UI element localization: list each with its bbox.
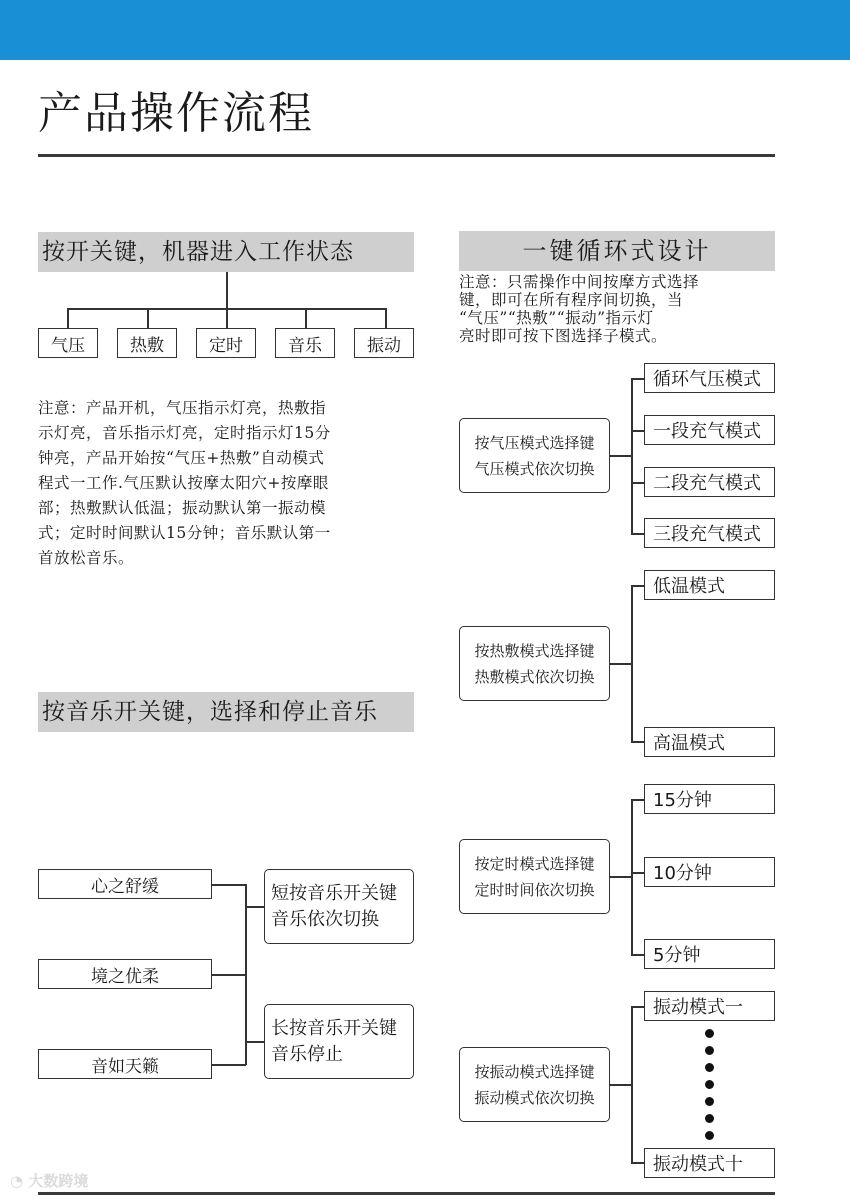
power-tree-drop [226,308,228,328]
vibration-mode-1: 振动模式一 [644,991,775,1021]
vibration-branch [631,1162,644,1164]
timer-connector [610,876,632,878]
heat-select-button-box [459,626,610,701]
song-box-1: 心之舒缓 [38,869,212,899]
vibration-mode-10: 振动模式十 [644,1148,775,1178]
timer-option-10: 10分钟 [644,857,775,887]
timer-option-5: 5分钟 [644,939,775,969]
timer-spine [631,799,633,955]
pressure-branch [631,533,644,535]
power-section-header: 按开关键，机器进入工作状态 [38,232,414,272]
song-box-2: 境之优柔 [38,959,212,989]
vibration-spine [631,1006,633,1163]
watermark-logo-icon: ◔ [10,1172,24,1190]
vibration-connector [610,1084,632,1086]
short-press-box [264,869,414,944]
heat-branch [631,741,644,743]
long-press-line: 长按音乐开关键 [271,1017,397,1039]
button-line: 振动模式依次切换 [474,1088,595,1107]
button-line: 按定时模式选择键 [474,854,595,873]
heat-mode-high: 高温模式 [644,727,775,757]
long-press-box [264,1004,414,1079]
ellipsis-dot [705,1046,714,1055]
watermark-text: 大数跨境 [28,1172,89,1190]
page-title: 产品操作流程 [38,88,314,139]
ellipsis-dot [705,1097,714,1106]
cycle-note [459,273,775,345]
pressure-connector [610,455,632,457]
note-line: 亮时即可按下图选择子模式。 [459,327,668,345]
timer-branch [631,799,644,801]
note-line: 首放松音乐。 [38,549,135,567]
power-tree-drop [385,308,387,328]
music-spine [245,884,247,1065]
ellipsis-dot [705,1080,714,1089]
note-line: “气压”“热敷”“振动”指示灯 [459,309,654,327]
button-line: 按热敷模式选择键 [474,641,595,660]
power-tree-drop [305,308,307,328]
heat-spine [631,585,633,742]
heat-mode-low: 低温模式 [644,570,775,600]
ellipsis-dot [705,1114,714,1123]
note-line: 示灯亮，音乐指示灯亮，定时指示灯15分 [38,424,331,442]
function-box-music: 音乐 [275,328,335,358]
power-tree-trunk [226,272,228,309]
power-tree-drop [147,308,149,328]
bottom-divider [38,1192,775,1195]
pressure-branch [631,430,644,432]
long-press-line: 音乐停止 [271,1043,343,1065]
cycle-section-header: 一键循环式设计 [459,231,775,271]
ellipsis-dot [705,1131,714,1140]
pressure-select-button-box [459,418,610,493]
button-line: 按振动模式选择键 [474,1062,595,1081]
song-box-3: 音如天籁 [38,1049,212,1079]
title-divider [38,154,775,157]
song-connector [212,1064,246,1066]
long-press-connector [245,1041,264,1043]
timer-select-button-box [459,839,610,914]
note-line: 注意：只需操作中间按摩方式选择 [459,273,700,291]
vibration-select-button-box [459,1047,610,1122]
timer-branch [631,872,644,874]
music-section-header: 按音乐开关键，选择和停止音乐 [38,692,414,732]
function-box-heat: 热敷 [117,328,177,358]
short-press-line: 音乐依次切换 [271,908,379,930]
function-box-timer: 定时 [196,328,256,358]
timer-branch [631,954,644,956]
pressure-mode-stage-3: 三段充气模式 [644,518,775,548]
pressure-spine [631,378,633,534]
ellipsis-dot [705,1029,714,1038]
note-line: 键，即可在所有程序间切换，当 [459,291,684,309]
short-press-connector [245,906,264,908]
button-line: 气压模式依次切换 [474,459,595,478]
button-line: 按气压模式选择键 [474,433,595,452]
pressure-branch [631,378,644,380]
function-box-pressure: 气压 [38,328,98,358]
note-line: 式；定时时间默认15分钟；音乐默认第一 [38,524,331,542]
short-press-line: 短按音乐开关键 [271,882,397,904]
vibration-branch [631,1006,644,1008]
button-line: 热敷模式依次切换 [474,667,595,686]
song-connector [212,884,246,886]
song-connector [212,974,246,976]
pressure-mode-stage-1: 一段充气模式 [644,415,775,445]
pressure-branch [631,482,644,484]
ellipsis-dot [705,1063,714,1072]
note-line: 部；热敷默认低温；振动默认第一振动模 [38,499,327,517]
watermark [10,1170,88,1191]
pressure-mode-cycle: 循环气压模式 [644,363,775,393]
note-line: 钟亮，产品开始按“气压+热敷”自动模式 [38,449,325,467]
top-banner [0,0,850,60]
note-line: 程式一工作.气压默认按摩太阳穴+按摩眼 [38,474,329,492]
power-note [38,396,418,571]
heat-branch [631,585,644,587]
timer-option-15: 15分钟 [644,784,775,814]
function-box-vibration: 振动 [354,328,414,358]
note-line: 注意：产品开机，气压指示灯亮，热敷指 [38,399,327,417]
power-tree-drop [67,308,69,328]
button-line: 定时时间依次切换 [474,880,595,899]
heat-connector [610,663,632,665]
pressure-mode-stage-2: 二段充气模式 [644,467,775,497]
